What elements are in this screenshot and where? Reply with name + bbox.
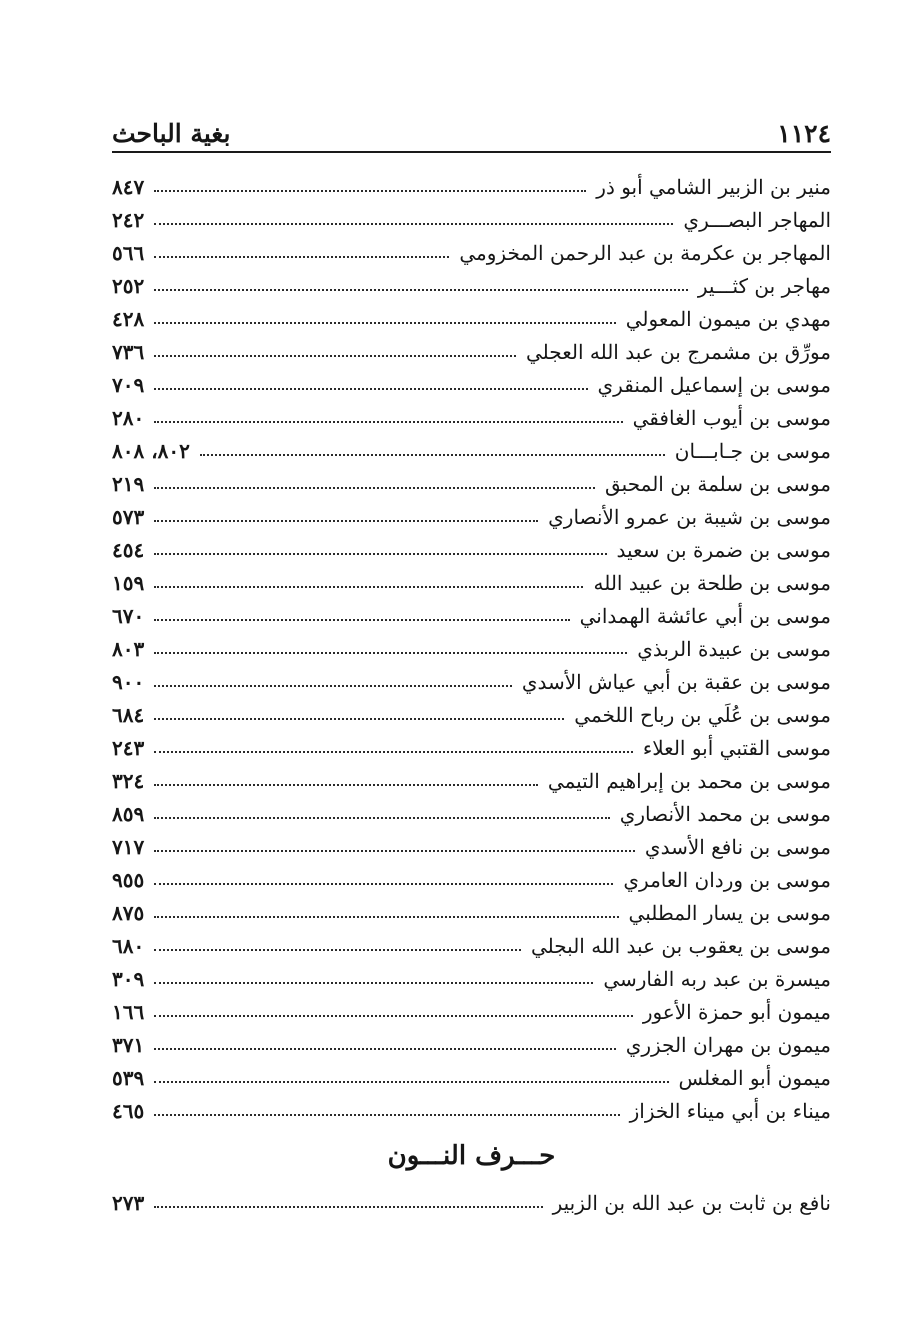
entry-pages: ٢٤٢	[112, 207, 145, 232]
index-entry	[112, 962, 831, 995]
index-entry	[112, 698, 831, 731]
section-heading: حـــرف النـــون	[387, 1141, 556, 1171]
index-entry	[112, 929, 831, 962]
dot-leader	[154, 718, 564, 720]
entry-pages: ٨٠٢، ٨٠٨	[112, 438, 190, 463]
entry-pages: ٢٨٠	[112, 405, 145, 430]
entry-name: موسى القتبي أبو العلاء	[642, 735, 831, 760]
entry-pages: ٥٣٩	[112, 1065, 145, 1090]
index-entry	[112, 797, 831, 830]
entry-name: موسى بن عُلَي بن رباح اللخمي	[574, 702, 831, 727]
dot-leader	[154, 1114, 619, 1116]
index-entry	[112, 995, 831, 1028]
entry-name: المهاجر بن عكرمة بن عبد الرحمن المخزومي	[459, 240, 831, 265]
dot-leader	[154, 388, 587, 390]
entry-pages: ٣٢٤	[112, 768, 145, 793]
entry-pages: ٩٠٠	[112, 669, 145, 694]
entry-name: ميسرة بن عبد ربه الفارسي	[603, 966, 831, 991]
entry-pages: ٢١٩	[112, 471, 145, 496]
page-number: ١١٢٤	[777, 119, 831, 148]
dot-leader	[154, 487, 595, 489]
index-entry	[112, 599, 831, 632]
index-list	[112, 170, 831, 1127]
dot-leader	[154, 949, 521, 951]
dot-leader	[154, 685, 512, 687]
entry-pages: ٧١٧	[112, 834, 145, 859]
entry-name: موسى بن نافع الأسدي	[644, 834, 831, 859]
entry-pages: ٩٥٥	[112, 867, 145, 892]
dot-leader	[154, 289, 688, 291]
dot-leader	[154, 256, 449, 258]
entry-pages: ٢٧٣	[112, 1190, 145, 1215]
entry-pages: ٦٨٠	[112, 933, 145, 958]
entry-pages: ٧٠٩	[112, 372, 145, 397]
header-rule	[112, 151, 831, 153]
dot-leader	[154, 586, 583, 588]
index-entry	[112, 1094, 831, 1127]
index-entry	[112, 665, 831, 698]
entry-pages: ٨٥٩	[112, 801, 145, 826]
index-entry	[112, 269, 831, 302]
entry-name: ميناء بن أبي ميناء الخزاز	[629, 1098, 831, 1123]
entry-name: موسى بن عبيدة الربذي	[637, 636, 831, 661]
entry-pages: ٤٢٨	[112, 306, 145, 331]
dot-leader	[154, 784, 538, 786]
entry-name: المهاجر البصـــري	[683, 207, 831, 232]
entry-pages: ٤٦٥	[112, 1098, 145, 1123]
entry-name: موسى بن أيوب الغافقي	[632, 405, 831, 430]
page-header	[112, 96, 831, 146]
index-entry	[112, 533, 831, 566]
entry-name: موسى بن عقبة بن أبي عياش الأسدي	[521, 669, 831, 694]
index-entry	[112, 203, 831, 236]
entry-pages: ٦٨٤	[112, 702, 145, 727]
index-entry	[112, 896, 831, 929]
entry-pages: ٧٣٦	[112, 339, 145, 364]
index-entry	[112, 368, 831, 401]
dot-leader	[154, 1206, 542, 1208]
index-entry	[112, 1028, 831, 1061]
entry-name: مهاجر بن كثـــير	[697, 273, 831, 298]
entry-name: موسى بن ضمرة بن سعيد	[616, 537, 831, 562]
entry-name: منير بن الزبير الشامي أبو ذر	[596, 174, 831, 199]
index-entry	[112, 170, 831, 203]
entry-name: موسى بن جـابـــان	[674, 438, 831, 463]
entry-pages: ٦٧٠	[112, 603, 145, 628]
dot-leader	[154, 850, 635, 852]
entry-pages: ١٥٩	[112, 570, 145, 595]
entry-name: ميمون أبو حمزة الأعور	[642, 999, 831, 1024]
entry-name: موسى بن يعقوب بن عبد الله البجلي	[530, 933, 831, 958]
index-entry	[112, 863, 831, 896]
index-entry	[112, 302, 831, 335]
entry-name: موسى بن طلحة بن عبيد الله	[593, 570, 831, 595]
dot-leader	[154, 817, 609, 819]
dot-leader	[154, 421, 622, 423]
index-entry	[112, 731, 831, 764]
entry-name: موسى بن إسماعيل المنقري	[597, 372, 831, 397]
index-entry	[112, 1186, 831, 1219]
dot-leader	[154, 619, 569, 621]
entry-name: موسى بن أبي عائشة الهمداني	[579, 603, 831, 628]
index-entry	[112, 335, 831, 368]
entry-pages: ٣٧١	[112, 1032, 145, 1057]
entry-name: موسى بن سلمة بن المحبق	[605, 471, 831, 496]
entry-name: موسى بن وردان العامري	[623, 867, 831, 892]
index-entry	[112, 1061, 831, 1094]
dot-leader	[154, 1015, 633, 1017]
index-entry	[112, 467, 831, 500]
entry-pages: ٢٤٣	[112, 735, 145, 760]
index-entry	[112, 500, 831, 533]
dot-leader	[154, 190, 586, 192]
index-entry	[112, 830, 831, 863]
dot-leader	[154, 355, 516, 357]
entry-name: نافع بن ثابت بن عبد الله بن الزبير	[552, 1190, 831, 1215]
entry-name: موسى بن محمد الأنصاري	[619, 801, 831, 826]
index-entry	[112, 434, 831, 467]
dot-leader	[154, 652, 627, 654]
dot-leader	[154, 916, 618, 918]
dot-leader	[154, 1048, 615, 1050]
dot-leader	[154, 982, 593, 984]
dot-leader	[154, 223, 673, 225]
dot-leader	[154, 553, 606, 555]
dot-leader	[154, 322, 616, 324]
dot-leader	[154, 751, 633, 753]
entry-pages: ٣٠٩	[112, 966, 145, 991]
dot-leader	[200, 454, 665, 456]
entry-name: مورِّق بن مشمرج بن عبد الله العجلي	[526, 339, 831, 364]
entry-name: موسى بن شيبة بن عمرو الأنصاري	[548, 504, 831, 529]
index-entry	[112, 764, 831, 797]
index-entry	[112, 401, 831, 434]
entry-pages: ٨٠٣	[112, 636, 145, 661]
entry-pages: ٨٤٧	[112, 174, 145, 199]
entry-name: موسى بن محمد بن إبراهيم التيمي	[547, 768, 831, 793]
index-entry	[112, 566, 831, 599]
entry-pages: ٥٦٦	[112, 240, 145, 265]
dot-leader	[154, 883, 613, 885]
entry-pages: ٢٥٢	[112, 273, 145, 298]
entry-pages: ٨٧٥	[112, 900, 145, 925]
entry-name: ميمون بن مهران الجزري	[625, 1032, 831, 1057]
entry-name: مهدي بن ميمون المعولي	[625, 306, 831, 331]
entry-pages: ١٦٦	[112, 999, 145, 1024]
entry-name: ميمون أبو المغلس	[678, 1065, 831, 1090]
section-index-list	[112, 1186, 831, 1219]
index-entry	[112, 632, 831, 665]
dot-leader	[154, 520, 538, 522]
index-entry	[112, 236, 831, 269]
dot-leader	[154, 1081, 668, 1083]
entry-pages: ٥٧٣	[112, 504, 145, 529]
book-title: بغية الباحث	[112, 119, 231, 148]
entry-pages: ٤٥٤	[112, 537, 145, 562]
entry-name: موسى بن يسار المطلبي	[628, 900, 831, 925]
